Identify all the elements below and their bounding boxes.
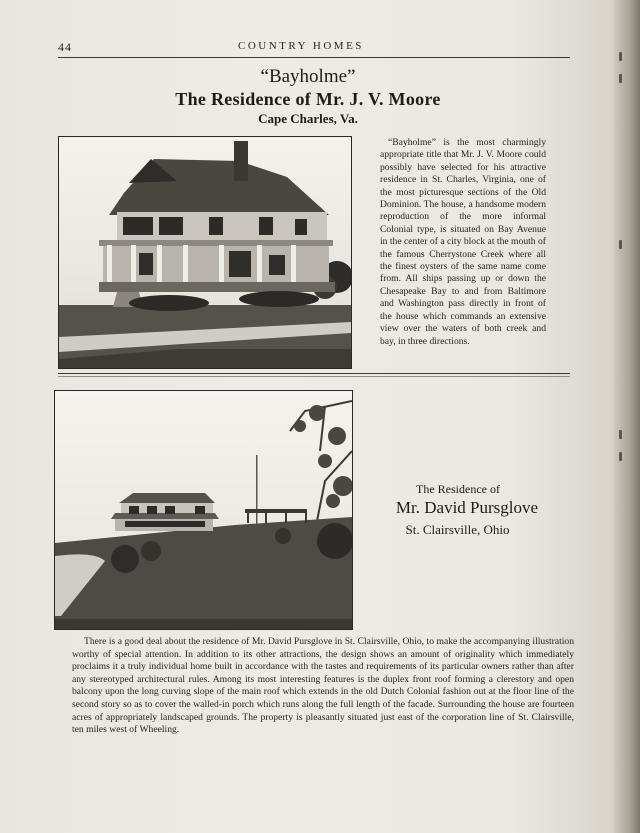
house-nickname: “Bayholme” (260, 66, 356, 87)
moore-residence-photo (58, 136, 352, 369)
section1-title: The Residence of Mr. J. V. Moore (175, 89, 441, 109)
moore-description: “Bayholme” is the most charmingly appropriate title that Mr. J. V. Moore could possibly have selected for his attractive residence in St. Charles, Virginia, one of the most picturesque sections of the Old Dominion. The house, a handsome modern reproduction of the more informal Colonial type, is situated on Bay Avenue in the center of a city block at the mouth of the famous Cherrystone Creek where all the finest oysters of the same name come from. All ships passing up or down the Chesapeake Bay to and from Baltimore and Washington pass directly in front of the house which commands an extensive view over the waters of both creek and bay, in three directions. (380, 137, 546, 347)
section1-location: Cape Charles, Va. (258, 111, 358, 126)
binding-hole (619, 74, 622, 83)
header-rule (58, 57, 570, 58)
page-binding-edge (614, 0, 640, 833)
section2-label: The Residence of (416, 482, 500, 496)
running-title: COUNTRY HOMES (238, 40, 364, 52)
binding-hole (619, 452, 622, 461)
section2-name: Mr. David Pursglove (395, 498, 539, 517)
section2-location: St. Clairsville, Ohio (405, 522, 510, 537)
section-divider-thin (58, 376, 570, 377)
binding-hole (619, 430, 622, 439)
binding-hole (619, 240, 622, 249)
binding-hole (619, 52, 622, 61)
pursglove-residence-photo (54, 390, 353, 630)
page-number: 44 (58, 40, 72, 54)
section-divider (58, 373, 570, 374)
pursglove-description: There is a good deal about the residence of Mr. David Pursglove in St. Clairsville, Ohio, to make the accompanying illustration worthy of special attention. In addition to its other attractions, the design shows an amount of originality which immediately proclaims it a truly individual home built in accordance with the tastes and requirements of its particular owners rather than after any stereotyped architectural rules. Among its most interesting features is the duplex front roof forming a clerestory and open balcony upon the long curving slope of the main roof which extends in the old Dutch Colonial fashion out at the floor line of the second story so as to cover the walled-in porch which runs along the full length of the facade. Surrounding the house are fourteen acres of appropriately landscaped grounds. The property is pleasantly situated just east of the corporation line of St. Clairsville, ten miles west of Wheeling. (72, 636, 574, 736)
